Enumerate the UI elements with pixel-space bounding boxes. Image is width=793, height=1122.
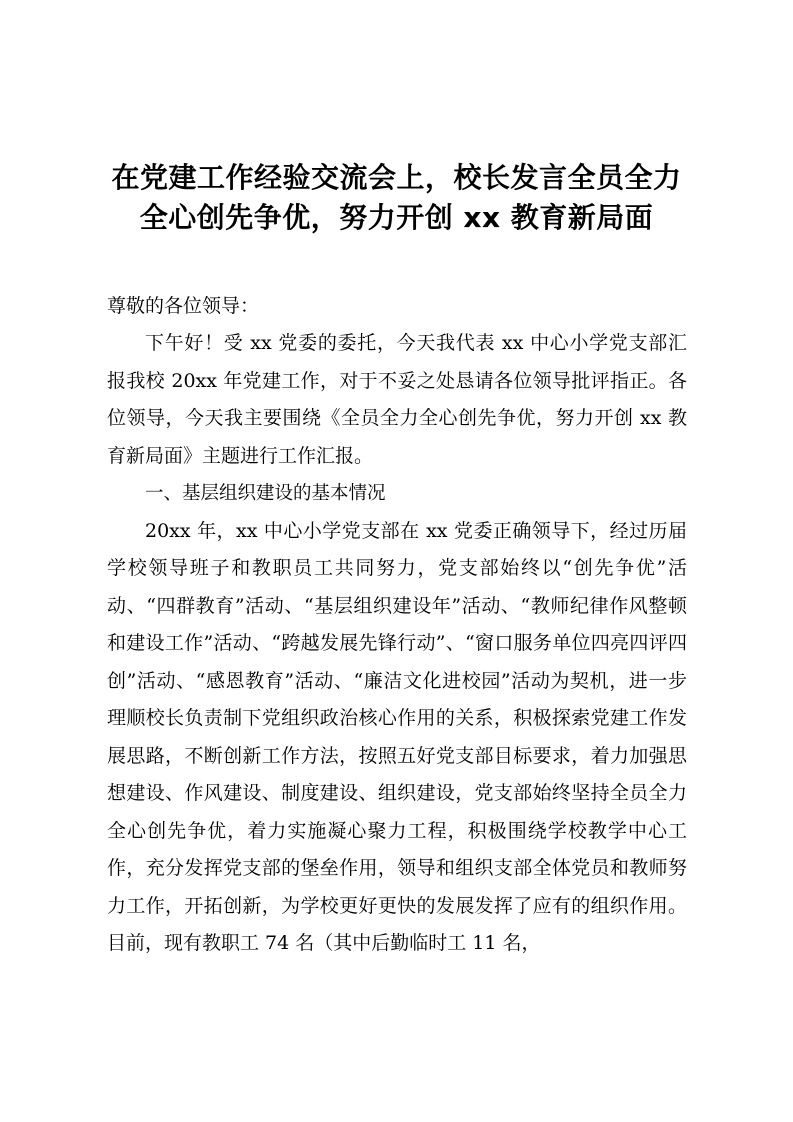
title-line-2: 全心创先争优，努力开创 xx 教育新局面 [139,201,654,234]
title-line-1: 在党建工作经验交流会上，校长发言全员全力 [111,161,682,194]
body-paragraph: 20xx 年，xx 中心小学党支部在 xx 党委正确领导下，经过历届学校领导班子和教职员工共同努力，党支部始终以“创先争优”活动、“四群教育”活动、“基层组织建设年”活动、“教师纪律作风整顿和建设工作”活动、“跨越发展先锋行动”、“窗口服务单位四亮四评四创”活动、“感恩教育”活动、“廉洁文化进校园”活动为契机，进一步理顺校长负责制下党组织政治核心作用的关系，积极探索党建工作发展思路，不断创新工作方法，按照五好党支部目标要求，着力加强思想建设、作风建设、制度建设、组织建设，党支部始终坚持全员全力全心创先争优，着力实施凝心聚力工程，积极围绕学校教学中心工作，充分发挥党支部的堡垒作用，领导和组织支部全体党员和教师努力工作，开拓创新，为学校更好更快的发展发挥了应有的组织作用。目前，现有教职工 74 名（其中后勤临时工 11 名， [107,519,687,954]
section-heading: 一、基层组织建设的基本情况 [145,483,386,504]
document-body [107,288,687,963]
opening-paragraph: 下午好！受 xx 党委的委托，今天我代表 xx 中心小学党支部汇报我校 20xx 年党建工作，对于不妥之处恳请各位领导批评指正。各位领导，今天我主要围绕《全员全力全心创先争优，努力开创 xx 教育新局面》主题进行工作汇报。 [107,332,687,467]
salutation: 尊敬的各位领导： [107,295,260,317]
document-title [90,158,703,238]
